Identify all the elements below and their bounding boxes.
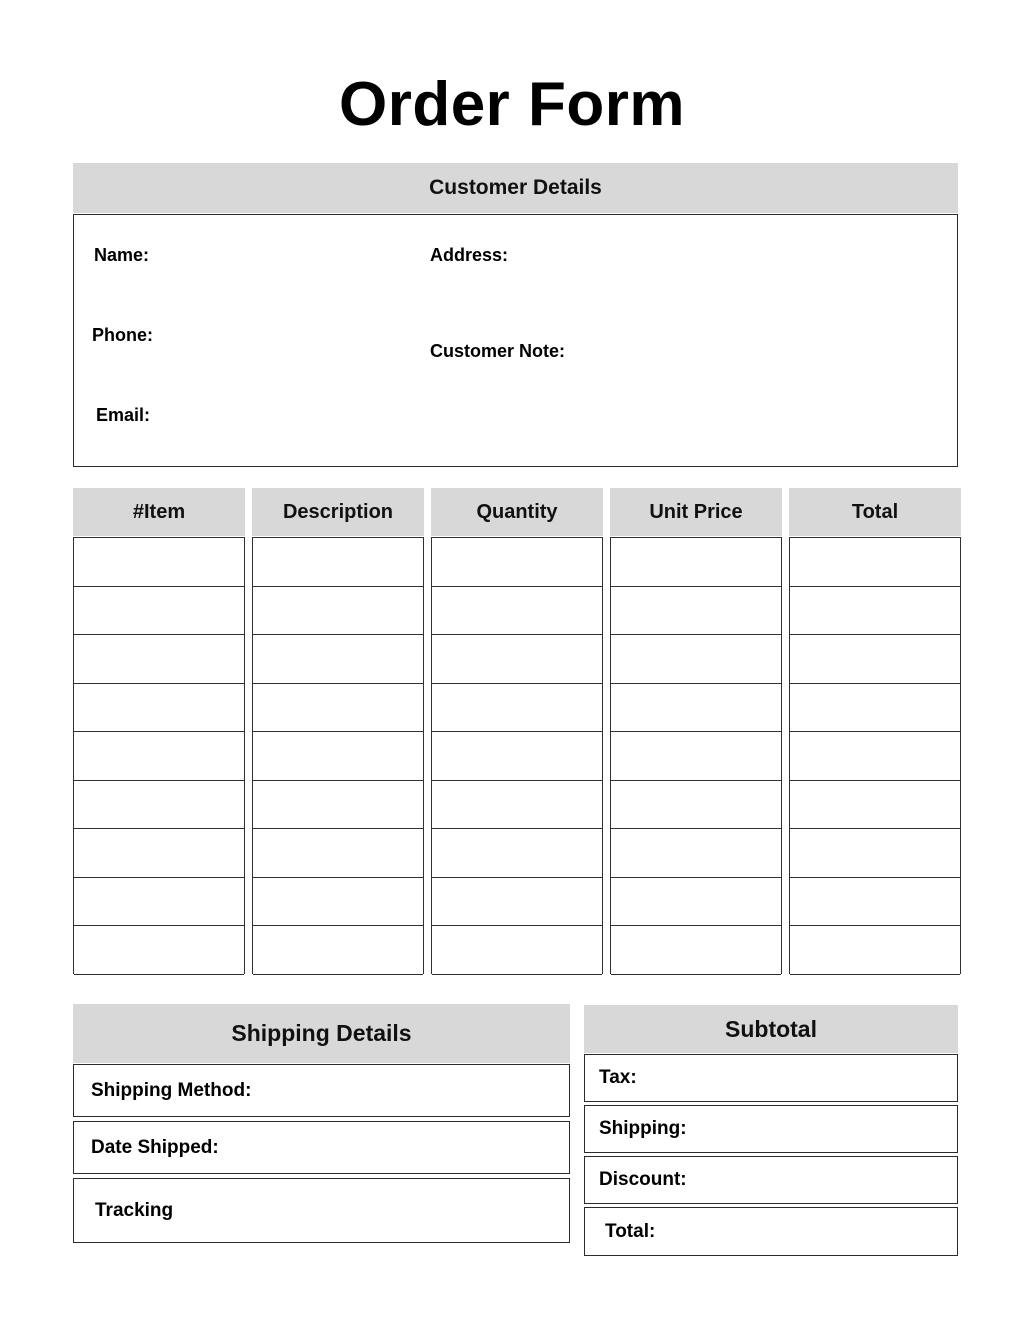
table-cell[interactable] <box>74 684 244 733</box>
table-cell[interactable] <box>611 732 781 781</box>
table-cell[interactable] <box>790 684 960 733</box>
table-cell[interactable] <box>790 781 960 830</box>
items-column-body-unit-price <box>610 537 782 974</box>
table-cell[interactable] <box>432 538 602 587</box>
tax-field[interactable] <box>584 1054 958 1102</box>
table-cell[interactable] <box>790 587 960 636</box>
shipping-method-label: Shipping Method: <box>91 1079 252 1101</box>
column-header-total: Total <box>789 488 961 536</box>
items-column-unit-price <box>610 488 782 974</box>
table-cell[interactable] <box>74 781 244 830</box>
table-cell[interactable] <box>790 538 960 587</box>
total-field[interactable] <box>584 1207 958 1256</box>
table-cell[interactable] <box>253 829 423 878</box>
tax-label: Tax: <box>599 1067 637 1088</box>
items-column-body-total <box>789 537 961 974</box>
table-cell[interactable] <box>74 829 244 878</box>
shipping-details-header: Shipping Details <box>73 1004 570 1063</box>
items-column-body-item <box>73 537 245 974</box>
items-column-body-quantity <box>431 537 603 974</box>
table-cell[interactable] <box>611 538 781 587</box>
table-cell[interactable] <box>611 781 781 830</box>
table-cell[interactable] <box>611 829 781 878</box>
customer-address-label: Address: <box>430 245 509 265</box>
table-cell[interactable] <box>253 587 423 636</box>
table-cell[interactable] <box>253 684 423 733</box>
table-cell[interactable] <box>790 926 960 975</box>
customer-email-label: Email: <box>96 405 151 425</box>
shipping-cost-label: Shipping: <box>599 1118 687 1139</box>
column-header-description: Description <box>252 488 424 536</box>
table-cell[interactable] <box>253 926 423 975</box>
items-table <box>73 488 958 974</box>
items-column-body-description <box>252 537 424 974</box>
discount-field[interactable] <box>584 1156 958 1204</box>
table-cell[interactable] <box>253 635 423 684</box>
table-cell[interactable] <box>432 878 602 927</box>
column-header-quantity: Quantity <box>431 488 603 536</box>
table-cell[interactable] <box>253 538 423 587</box>
tracking-field[interactable] <box>73 1178 570 1243</box>
table-cell[interactable] <box>432 684 602 733</box>
customer-name-label: Name: <box>94 245 150 265</box>
table-cell[interactable] <box>432 829 602 878</box>
table-cell[interactable] <box>253 781 423 830</box>
table-cell[interactable] <box>74 538 244 587</box>
page-title: Order Form <box>338 70 686 139</box>
table-cell[interactable] <box>432 732 602 781</box>
table-cell[interactable] <box>253 732 423 781</box>
table-cell[interactable] <box>611 926 781 975</box>
shipping-cost-field[interactable] <box>584 1105 958 1153</box>
subtotal-header: Subtotal <box>584 1005 958 1053</box>
table-cell[interactable] <box>432 635 602 684</box>
items-column-quantity <box>431 488 603 974</box>
table-cell[interactable] <box>611 684 781 733</box>
customer-phone-label: Phone: <box>92 325 153 345</box>
table-cell[interactable] <box>74 635 244 684</box>
table-cell[interactable] <box>790 829 960 878</box>
tracking-label: Tracking <box>95 1199 174 1221</box>
column-header-unit-price: Unit Price <box>610 488 782 536</box>
total-label: Total: <box>605 1220 656 1242</box>
table-cell[interactable] <box>253 878 423 927</box>
subtotal-rows <box>584 1054 958 1259</box>
shipping-method-field[interactable] <box>73 1064 570 1117</box>
table-cell[interactable] <box>611 878 781 927</box>
table-cell[interactable] <box>790 732 960 781</box>
discount-label: Discount: <box>599 1169 687 1190</box>
customer-details-header: Customer Details <box>73 163 958 213</box>
table-cell[interactable] <box>611 587 781 636</box>
date-shipped-label: Date Shipped: <box>91 1136 219 1158</box>
customer-note-label: Customer Note: <box>430 341 566 361</box>
date-shipped-field[interactable] <box>73 1121 570 1174</box>
table-cell[interactable] <box>790 635 960 684</box>
shipping-details-rows <box>73 1064 570 1247</box>
items-column-total <box>789 488 961 974</box>
column-header-item: #Item <box>73 488 245 536</box>
table-cell[interactable] <box>74 587 244 636</box>
table-cell[interactable] <box>74 926 244 975</box>
table-cell[interactable] <box>74 878 244 927</box>
table-cell[interactable] <box>432 587 602 636</box>
items-column-item <box>73 488 245 974</box>
table-cell[interactable] <box>790 878 960 927</box>
customer-details-box <box>73 214 958 467</box>
table-cell[interactable] <box>432 781 602 830</box>
table-cell[interactable] <box>74 732 244 781</box>
table-cell[interactable] <box>432 926 602 975</box>
items-column-description <box>252 488 424 974</box>
table-cell[interactable] <box>611 635 781 684</box>
